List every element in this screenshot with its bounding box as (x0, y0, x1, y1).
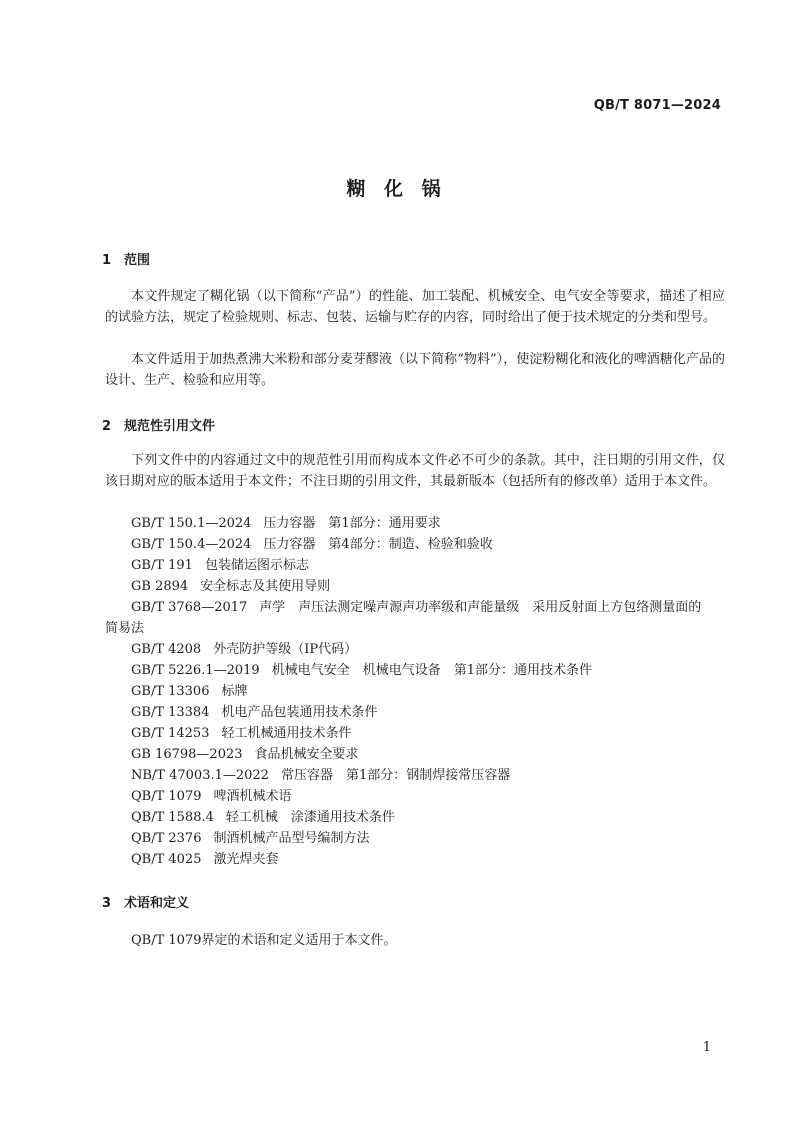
reference-code: GB/T 150.4—2024 (131, 537, 252, 552)
reference-item (105, 660, 725, 681)
reference-code: GB/T 191 (131, 558, 193, 573)
section-number: 2 (102, 419, 112, 434)
section-title: 术语和定义 (124, 896, 190, 911)
reference-title: 安全标志及其使用导则 (200, 579, 331, 594)
reference-code: NB/T 47003.1—2022 (131, 768, 269, 783)
reference-code: GB/T 150.1—2024 (131, 516, 252, 531)
section-title: 规范性引用文件 (124, 419, 216, 434)
reference-item (105, 786, 725, 807)
reference-code: GB 16798—2023 (131, 747, 243, 762)
reference-item (105, 597, 725, 639)
reference-title: 压力容器 第1部分：通用要求 (263, 516, 441, 531)
reference-code: GB/T 4208 (131, 642, 202, 657)
reference-list (105, 513, 725, 870)
reference-item (105, 639, 725, 660)
reference-code: QB/T 1079 (131, 789, 202, 804)
reference-item (105, 807, 725, 828)
reference-title: 食品机械安全要求 (254, 747, 359, 762)
reference-code: GB/T 13306 (131, 684, 210, 699)
reference-code: GB/T 14253 (131, 726, 210, 741)
reference-title: 外壳防护等级（IP代码） (213, 642, 358, 657)
reference-code: QB/T 1588.4 (131, 810, 214, 825)
reference-title: 压力容器 第4部分：制造、检验和验收 (263, 537, 493, 552)
reference-title: 轻工机械通用技术条件 (221, 726, 352, 741)
reference-title: 轻工机械 涂漆通用技术条件 (225, 810, 395, 825)
reference-item (105, 534, 725, 555)
reference-code: GB/T 5226.1—2019 (131, 663, 260, 678)
terms-paragraph: QB/T 1079界定的术语和定义适用于本文件。 (131, 933, 397, 948)
reference-title: 常压容器 第1部分：钢制焊接常压容器 (280, 768, 511, 783)
document-code: QB/T 8071—2024 (593, 98, 721, 113)
reference-item (105, 513, 725, 534)
section-number: 3 (102, 896, 112, 911)
reference-item (105, 555, 725, 576)
reference-item (105, 828, 725, 849)
reference-item (105, 744, 725, 765)
reference-code: GB/T 13384 (131, 705, 210, 720)
reference-item (105, 723, 725, 744)
scope-paragraph-1: 本文件规定了糊化锅（以下简称“产品”）的性能、加工装配、机械安全、电气安全等要求，描述了相应的试验方法，规定了检验规则、标志、包装、运输与贮存的内容，同时给出了便于技术规定的分类和型号。 (105, 289, 725, 325)
section-2-heading (102, 415, 215, 434)
reference-title: 声学 声压法测定噪声源声功率级和声能量级 采用反射面上方包络测量面的 (259, 600, 702, 615)
reference-item (105, 702, 725, 723)
reference-title: 机械电气安全 机械电气设备 第1部分：通用技术条件 (271, 663, 592, 678)
reference-title: 制酒机械产品型号编制方法 (213, 831, 370, 846)
reference-item (105, 681, 725, 702)
reference-title: 机电产品包装通用技术条件 (221, 705, 378, 720)
reference-code: QB/T 4025 (131, 852, 202, 867)
reference-title: 包装储运图示标志 (204, 558, 309, 573)
reference-title: 啤酒机械术语 (213, 789, 292, 804)
section-number: 1 (102, 253, 112, 268)
reference-title: 标牌 (221, 684, 248, 699)
scope-paragraph-2: 本文件适用于加热煮沸大米粉和部分麦芽醪液（以下简称“物料”），使淀粉糊化和液化的啤酒糖化产品的设计、生产、检验和应用等。 (105, 352, 725, 388)
reference-title-continuation: 简易法 (105, 621, 145, 636)
section-3-heading (102, 892, 189, 911)
section-1-heading (102, 249, 150, 268)
page-number: 1 (702, 1040, 711, 1055)
reference-item (105, 576, 725, 597)
reference-item (105, 765, 725, 786)
reference-code: GB/T 3768—2017 (131, 600, 248, 615)
reference-title: 激光焊夹套 (213, 852, 279, 867)
references-intro: 下列文件中的内容通过文中的规范性引用而构成本文件必不可少的条款。其中，注日期的引用文件，仅该日期对应的版本适用于本文件；不注日期的引用文件，其最新版本（包括所有的修改单）适用于本文件。 (105, 453, 725, 489)
reference-item (105, 849, 725, 870)
section-title: 范围 (124, 253, 151, 268)
reference-code: QB/T 2376 (131, 831, 202, 846)
reference-code: GB 2894 (131, 579, 189, 594)
document-title: 糊 化 锅 (346, 178, 447, 200)
